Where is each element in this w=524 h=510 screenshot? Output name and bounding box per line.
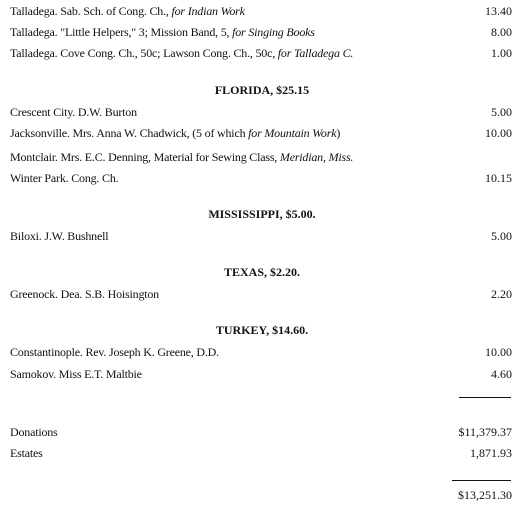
section-heading-mississippi: MISSISSIPPI, $5.00. [208, 207, 316, 221]
entry-text: Jacksonville. Mrs. Anna W. Chadwick, (5 of which for Mountain Work) [10, 126, 341, 140]
list-item [10, 24, 512, 40]
entry-amount: 10.00 [485, 126, 512, 140]
entry-amount: 1.00 [491, 46, 512, 60]
entry-amount: 10.00 [485, 345, 512, 359]
estates-label: Estates [10, 446, 43, 460]
list-item [10, 170, 512, 186]
entry-text: Montclair. Mrs. E.C. Denning, Material for Sewing Class, Meridian, Miss. [10, 150, 354, 164]
donations-amount: $11,379.37 [458, 425, 512, 439]
entry-amount: 5.00 [491, 229, 512, 243]
list-item [10, 104, 512, 120]
estates-amount: 1,871.93 [470, 446, 512, 460]
entry-text: Constantinople. Rev. Joseph K. Greene, D.D. [10, 345, 219, 359]
section-heading-texas: TEXAS, $2.20. [223, 265, 300, 279]
entry-text: Crescent City. D.W. Burton [10, 105, 137, 119]
donations-label: Donations [10, 425, 58, 439]
grand-total-row [10, 487, 512, 503]
list-item [10, 149, 512, 165]
entry-amount: 4.60 [491, 367, 512, 381]
entry-text: Samokov. Miss E.T. Maltbie [10, 367, 142, 381]
estates-row [10, 445, 512, 461]
list-item [10, 228, 512, 244]
section-heading-turkey: TURKEY, $14.60. [215, 323, 309, 337]
total-rule [452, 480, 511, 481]
section-heading-florida: FLORIDA, $25.15 [214, 83, 310, 97]
entry-text: Talladega. Cove Cong. Ch., 50c; Lawson Cong. Ch., 50c, for Talladega C. [10, 46, 354, 60]
entry-text: Talladega. Sab. Sch. of Cong. Ch., for Indian Work [10, 4, 245, 18]
entry-amount: 2.20 [491, 287, 512, 301]
entry-amount: 8.00 [491, 25, 512, 39]
list-item [10, 286, 512, 302]
list-item [10, 125, 512, 141]
entry-text: Talladega. "Little Helpers," 3; Mission Band, 5, for Singing Books [10, 25, 315, 39]
entry-text: Winter Park. Cong. Ch. [10, 171, 119, 185]
list-item [10, 3, 512, 19]
entry-text: Biloxi. J.W. Bushnell [10, 229, 109, 243]
entry-text: Greenock. Dea. S.B. Hoisington [10, 287, 159, 301]
list-item [10, 344, 512, 360]
subtotal-rule [459, 397, 511, 398]
list-item [10, 45, 512, 61]
list-item [10, 366, 512, 382]
entry-amount: 13.40 [485, 4, 512, 18]
entry-amount: 10.15 [485, 171, 512, 185]
entry-amount: 5.00 [491, 105, 512, 119]
donations-row [10, 424, 512, 440]
grand-total-amount: $13,251.30 [458, 488, 512, 502]
